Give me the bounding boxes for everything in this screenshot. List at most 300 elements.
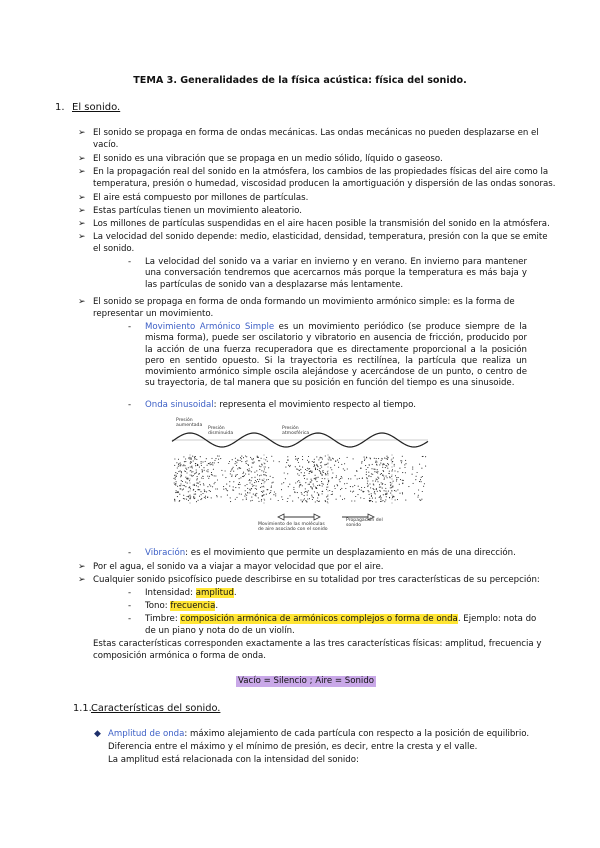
particle bbox=[412, 469, 413, 470]
particle bbox=[420, 500, 421, 501]
particle bbox=[303, 475, 304, 476]
particle bbox=[360, 497, 361, 498]
particle bbox=[325, 500, 326, 501]
particle bbox=[352, 491, 353, 492]
particle bbox=[215, 488, 216, 489]
particle bbox=[174, 484, 175, 485]
particle bbox=[402, 472, 403, 473]
term-amplitud: Amplitud de onda bbox=[108, 729, 185, 739]
particle bbox=[176, 462, 177, 463]
particle bbox=[314, 461, 315, 462]
particle bbox=[312, 499, 313, 500]
particle bbox=[390, 482, 391, 483]
particle bbox=[316, 481, 317, 482]
particle bbox=[175, 472, 176, 473]
particle bbox=[321, 457, 322, 458]
list-item: Por el agua, el sonido va a viajar a mayor velocidad que por el aire. bbox=[93, 562, 384, 572]
particle bbox=[201, 465, 202, 466]
particle bbox=[372, 480, 373, 481]
particle bbox=[231, 469, 232, 470]
particle bbox=[377, 469, 378, 470]
particle bbox=[302, 501, 303, 502]
particle bbox=[313, 466, 314, 467]
particle bbox=[382, 464, 383, 465]
particle bbox=[317, 466, 318, 467]
particle bbox=[215, 475, 216, 476]
particle-field bbox=[173, 455, 426, 502]
particle bbox=[185, 461, 186, 462]
particle bbox=[395, 499, 396, 500]
particle bbox=[337, 485, 338, 486]
particle bbox=[384, 479, 385, 480]
particle bbox=[207, 471, 208, 472]
particle bbox=[313, 485, 314, 486]
particle bbox=[251, 477, 252, 478]
particle bbox=[385, 488, 386, 489]
particle bbox=[182, 465, 183, 466]
particle bbox=[322, 470, 323, 471]
particle bbox=[196, 485, 197, 486]
particle bbox=[259, 460, 260, 461]
particle bbox=[372, 501, 373, 502]
particle bbox=[309, 468, 310, 469]
particle bbox=[179, 494, 180, 495]
list-item: El sonido se propaga en forma de ondas mecánicas. Las ondas mecánicas no pueden desplazarse en el bbox=[93, 128, 539, 138]
particle bbox=[294, 491, 295, 492]
particle bbox=[246, 463, 247, 464]
particle bbox=[305, 491, 306, 492]
particle bbox=[335, 488, 336, 489]
highlight: composición armónica de armónicos complejos o forma de onda bbox=[180, 614, 458, 624]
particle bbox=[343, 468, 344, 469]
particle bbox=[390, 493, 391, 494]
particle bbox=[255, 480, 256, 481]
particle bbox=[366, 457, 367, 458]
highlight: amplitud bbox=[195, 588, 234, 598]
particle bbox=[200, 456, 201, 457]
particle bbox=[239, 468, 240, 469]
particle bbox=[194, 473, 195, 474]
particle bbox=[179, 465, 180, 466]
particle bbox=[328, 481, 329, 482]
label-pressure-high: Presión aumentada bbox=[176, 418, 203, 428]
particle bbox=[317, 469, 318, 470]
particle bbox=[332, 472, 333, 473]
particle bbox=[181, 471, 182, 472]
particle bbox=[264, 481, 265, 482]
particle bbox=[250, 500, 251, 501]
particle bbox=[238, 484, 239, 485]
particle bbox=[358, 486, 359, 487]
particle bbox=[307, 498, 308, 499]
dash-icon: - bbox=[128, 257, 132, 267]
particle bbox=[180, 462, 181, 463]
particle bbox=[203, 485, 204, 486]
particle bbox=[386, 476, 387, 477]
particle bbox=[270, 476, 271, 477]
particle bbox=[244, 496, 245, 497]
particle bbox=[188, 500, 189, 501]
particle bbox=[261, 491, 262, 492]
particle bbox=[209, 490, 210, 491]
particle bbox=[416, 476, 417, 477]
particle bbox=[320, 472, 321, 473]
particle bbox=[391, 459, 392, 460]
dash-icon: - bbox=[128, 614, 132, 624]
particle bbox=[264, 499, 265, 500]
particle bbox=[288, 460, 289, 461]
particle bbox=[385, 465, 386, 466]
particle bbox=[179, 485, 180, 486]
particle bbox=[281, 483, 282, 484]
particle bbox=[180, 470, 181, 471]
particle bbox=[259, 466, 260, 467]
particle bbox=[325, 474, 326, 475]
particle bbox=[379, 497, 380, 498]
particle bbox=[390, 487, 391, 488]
particle bbox=[325, 455, 326, 456]
particle bbox=[252, 486, 253, 487]
particle bbox=[326, 464, 327, 465]
particle bbox=[263, 491, 264, 492]
sub-paragraph: Movimiento Armónico Simple es un movimiento periódico (se produce siempre de la misma forma), puede ser oscilatorio y vibratorio en ausencia de fricción, producido por la acción de una fuerza recuperadora que es directamente proporcional a la posición pero en sentido opuesto. Si la trayectoria es rectilínea, la partícula que realiza un movimiento armónico simple oscila alejándose y acercándose de un punto, o centro de su trayectoria, de tal manera que su posición en función del tiempo es una sinusoide. bbox=[145, 322, 527, 389]
particle bbox=[248, 470, 249, 471]
particle bbox=[319, 470, 320, 471]
particle bbox=[381, 460, 382, 461]
particle bbox=[249, 482, 250, 483]
particle bbox=[187, 477, 188, 478]
list-item: El sonido se propaga en forma de onda formando un movimiento armónico simple: es la forma de bbox=[93, 297, 515, 307]
particle bbox=[320, 457, 321, 458]
particle bbox=[351, 500, 352, 501]
particle bbox=[313, 462, 314, 463]
particle bbox=[417, 472, 418, 473]
particle bbox=[237, 474, 238, 475]
particle bbox=[230, 501, 231, 502]
particle bbox=[217, 479, 218, 480]
list-item: La velocidad del sonido depende: medio, elasticidad, densidad, temperatura, presión con la que se emite bbox=[93, 232, 548, 242]
particle bbox=[174, 500, 175, 501]
particle bbox=[395, 475, 396, 476]
particle bbox=[309, 473, 310, 474]
particle bbox=[314, 478, 315, 479]
particle bbox=[214, 475, 215, 476]
particle bbox=[187, 496, 188, 497]
particle bbox=[249, 468, 250, 469]
particle bbox=[355, 496, 356, 497]
dash-icon: - bbox=[128, 322, 132, 332]
particle bbox=[375, 481, 376, 482]
particle bbox=[308, 484, 309, 485]
particle bbox=[187, 483, 188, 484]
particle bbox=[319, 468, 320, 469]
particle bbox=[396, 480, 397, 481]
list-item: Los millones de partículas suspendidas en el aire hacen posible la transmisión del sonido en la atmósfera. bbox=[93, 219, 550, 229]
particle bbox=[190, 470, 191, 471]
particle bbox=[322, 485, 323, 486]
particle bbox=[382, 458, 383, 459]
particle bbox=[311, 480, 312, 481]
particle bbox=[383, 470, 384, 471]
particle bbox=[243, 457, 244, 458]
particle bbox=[369, 501, 370, 502]
particle bbox=[334, 486, 335, 487]
particle bbox=[317, 500, 318, 501]
particle bbox=[386, 458, 387, 459]
particle bbox=[340, 495, 341, 496]
particle bbox=[374, 458, 375, 459]
particle bbox=[385, 491, 386, 492]
particle bbox=[252, 500, 253, 501]
particle bbox=[195, 465, 196, 466]
particle bbox=[235, 499, 236, 500]
particle bbox=[350, 491, 351, 492]
particle bbox=[184, 465, 185, 466]
particle bbox=[386, 493, 387, 494]
particle bbox=[302, 456, 303, 457]
particle bbox=[377, 472, 378, 473]
particle bbox=[385, 493, 386, 494]
particle bbox=[341, 476, 342, 477]
particle bbox=[321, 483, 322, 484]
particle bbox=[214, 482, 215, 483]
particle bbox=[261, 499, 262, 500]
particle bbox=[394, 465, 395, 466]
particle bbox=[175, 492, 176, 493]
particle bbox=[422, 476, 423, 477]
particle bbox=[239, 482, 240, 483]
section-number: 1. bbox=[55, 102, 65, 113]
particle bbox=[245, 473, 246, 474]
particle bbox=[425, 456, 426, 457]
arrowhead-icon: ➢ bbox=[78, 167, 86, 177]
particle bbox=[194, 485, 195, 486]
particle bbox=[385, 467, 386, 468]
particle bbox=[328, 480, 329, 481]
particle bbox=[245, 461, 246, 462]
particle bbox=[339, 458, 340, 459]
particle bbox=[192, 467, 193, 468]
particle bbox=[368, 485, 369, 486]
particle bbox=[310, 470, 311, 471]
particle bbox=[404, 464, 405, 465]
particle bbox=[329, 458, 330, 459]
particle bbox=[366, 472, 367, 473]
particle bbox=[376, 488, 377, 489]
particle bbox=[332, 494, 333, 495]
particle bbox=[419, 481, 420, 482]
particle bbox=[308, 468, 309, 469]
particle bbox=[312, 461, 313, 462]
particle bbox=[255, 495, 256, 496]
particle bbox=[201, 498, 202, 499]
particle bbox=[263, 486, 264, 487]
particle bbox=[281, 489, 282, 490]
particle bbox=[195, 494, 196, 495]
list-item-cont: temperatura, presión o humedad, viscosidad producen la amortiguación y dispersión de las ondas sonoras. bbox=[93, 179, 556, 189]
particle bbox=[322, 475, 323, 476]
particle bbox=[283, 482, 284, 483]
particle bbox=[227, 490, 228, 491]
particle bbox=[297, 492, 298, 493]
particle bbox=[298, 458, 299, 459]
particle bbox=[195, 491, 196, 492]
term-vibracion: Vibración bbox=[145, 548, 186, 558]
particle bbox=[196, 459, 197, 460]
arrowhead-icon: ➢ bbox=[78, 154, 86, 164]
particle bbox=[336, 475, 337, 476]
particle bbox=[336, 477, 337, 478]
particle bbox=[193, 475, 194, 476]
particle bbox=[305, 500, 306, 501]
particle bbox=[299, 485, 300, 486]
particle bbox=[180, 476, 181, 477]
particle bbox=[233, 467, 234, 468]
particle bbox=[178, 466, 179, 467]
particle bbox=[338, 467, 339, 468]
particle bbox=[322, 491, 323, 492]
particle bbox=[193, 489, 194, 490]
particle bbox=[192, 456, 193, 457]
particle bbox=[413, 483, 414, 484]
particle bbox=[331, 494, 332, 495]
particle bbox=[379, 490, 380, 491]
particle bbox=[183, 489, 184, 490]
particle bbox=[418, 495, 419, 496]
particle bbox=[202, 493, 203, 494]
particle bbox=[368, 491, 369, 492]
particle bbox=[217, 496, 218, 497]
particle bbox=[341, 477, 342, 478]
particle bbox=[192, 471, 193, 472]
particle bbox=[376, 464, 377, 465]
particle bbox=[332, 491, 333, 492]
particle bbox=[322, 471, 323, 472]
particle bbox=[200, 499, 201, 500]
particle bbox=[282, 499, 283, 500]
particle bbox=[387, 468, 388, 469]
particle bbox=[197, 478, 198, 479]
particle bbox=[372, 474, 373, 475]
particle bbox=[402, 493, 403, 494]
particle bbox=[321, 481, 322, 482]
particle bbox=[216, 495, 217, 496]
particle bbox=[239, 493, 240, 494]
particle bbox=[389, 473, 390, 474]
particle bbox=[239, 478, 240, 479]
particle bbox=[229, 481, 230, 482]
particle bbox=[315, 477, 316, 478]
particle bbox=[340, 478, 341, 479]
particle bbox=[401, 462, 402, 463]
particle bbox=[212, 464, 213, 465]
particle bbox=[321, 474, 322, 475]
particle bbox=[393, 481, 394, 482]
particle bbox=[188, 496, 189, 497]
particle bbox=[331, 469, 332, 470]
particle bbox=[209, 484, 210, 485]
particle bbox=[265, 474, 266, 475]
particle bbox=[315, 468, 316, 469]
particle bbox=[218, 459, 219, 460]
particle bbox=[257, 456, 258, 457]
particle bbox=[397, 499, 398, 500]
particle bbox=[381, 497, 382, 498]
particle bbox=[179, 500, 180, 501]
particle bbox=[317, 492, 318, 493]
particle bbox=[305, 488, 306, 489]
particle bbox=[219, 456, 220, 457]
particle bbox=[395, 491, 396, 492]
particle bbox=[249, 480, 250, 481]
particle bbox=[189, 480, 190, 481]
particle bbox=[185, 468, 186, 469]
particle bbox=[235, 487, 236, 488]
arrow-right-head bbox=[314, 514, 320, 520]
particle bbox=[196, 472, 197, 473]
particle bbox=[246, 499, 247, 500]
particle bbox=[387, 459, 388, 460]
particle bbox=[211, 464, 212, 465]
particle bbox=[397, 471, 398, 472]
particle bbox=[287, 501, 288, 502]
particle bbox=[332, 458, 333, 459]
particle bbox=[375, 501, 376, 502]
particle bbox=[399, 468, 400, 469]
particle bbox=[313, 484, 314, 485]
particle bbox=[292, 501, 293, 502]
particle bbox=[206, 470, 207, 471]
particle bbox=[298, 480, 299, 481]
particle bbox=[173, 478, 174, 479]
particle bbox=[185, 486, 186, 487]
particle bbox=[248, 474, 249, 475]
particle bbox=[325, 464, 326, 465]
particle bbox=[270, 499, 271, 500]
particle bbox=[377, 479, 378, 480]
particle bbox=[218, 462, 219, 463]
particle bbox=[223, 486, 224, 487]
particle bbox=[403, 480, 404, 481]
particle bbox=[194, 457, 195, 458]
particle bbox=[196, 501, 197, 502]
particle bbox=[232, 489, 233, 490]
particle bbox=[293, 489, 294, 490]
particle bbox=[239, 484, 240, 485]
particle bbox=[196, 479, 197, 480]
particle bbox=[176, 476, 177, 477]
particle bbox=[263, 480, 264, 481]
particle bbox=[354, 500, 355, 501]
particle bbox=[230, 497, 231, 498]
particle bbox=[191, 471, 192, 472]
particle bbox=[225, 470, 226, 471]
dash-icon: - bbox=[128, 588, 132, 598]
particle bbox=[299, 470, 300, 471]
particle bbox=[374, 469, 375, 470]
particle bbox=[207, 486, 208, 487]
particle bbox=[396, 479, 397, 480]
particle bbox=[255, 495, 256, 496]
particle bbox=[270, 492, 271, 493]
particle bbox=[273, 460, 274, 461]
particle bbox=[405, 463, 406, 464]
particle bbox=[372, 498, 373, 499]
particle bbox=[382, 484, 383, 485]
particle bbox=[201, 461, 202, 462]
particle bbox=[246, 456, 247, 457]
particle bbox=[347, 457, 348, 458]
